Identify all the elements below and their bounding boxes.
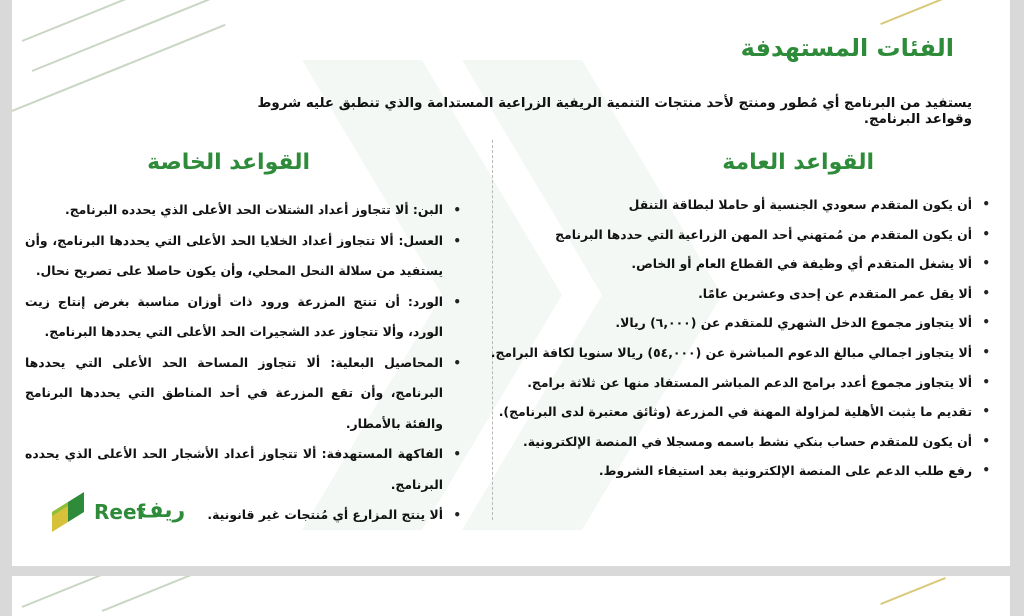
decor-line <box>22 0 143 42</box>
list-item: • ألا ينتج المزارع أي مُنتجات غير قانونية. <box>25 500 465 531</box>
next-page-edge <box>12 576 1010 616</box>
list-item: • تقديم ما يثبت الأهلية لمزاولة المهنة في المزرعة (وثائق معتبرة لدى البرنامج). <box>489 397 994 427</box>
special-rules-heading: القواعد الخاصة <box>147 150 310 175</box>
logo-text-ar: ريف <box>138 498 186 523</box>
page-title: الفئات المستهدفة <box>740 34 954 62</box>
list-item: • رفع طلب الدعم على المنصة الإلكترونية بعد استيفاء الشروط. <box>489 456 994 486</box>
list-item: • أن يكون للمتقدم حساب بنكي نشط باسمه ومسجلا في المنصة الإلكترونية. <box>489 427 994 457</box>
list-item: • الفاكهة المستهدفة: ألا تتجاوز أعداد الأشجار الحد الأعلى الذي يحدده البرنامج. <box>25 439 465 500</box>
list-item: • أن يكون المتقدم سعودي الجنسية أو حاملا لبطاقة التنقل <box>489 190 994 220</box>
intro-paragraph: يستفيد من البرنامج أي مُطور ومنتج لأحد منتجات التنمية الريفية الزراعية المستدامة والذي تنطبق عليه شروط وقواعد البرنامج. <box>257 96 972 127</box>
reef-logo <box>50 488 200 538</box>
list-item: • ألا يتجاوز اجمالي مبالغ الدعوم المباشرة عن (٥٤,٠٠٠) ريالا سنويا لكافة البرامج. <box>489 338 994 368</box>
document-page <box>12 0 1010 566</box>
list-item: • ألا يقل عمر المتقدم عن إحدى وعشرين عامًا. <box>489 279 994 309</box>
list-item: • أن يكون المتقدم من مُمتهني أحد المهن الزراعية التي حددها البرنامج <box>489 220 994 250</box>
general-rules-heading: القواعد العامة <box>722 150 874 175</box>
list-item: • البن: ألا تتجاوز أعداد الشتلات الحد الأعلى الذي يحدده البرنامج. <box>25 195 465 226</box>
decor-line <box>32 0 218 72</box>
decor-gold-line <box>880 0 946 25</box>
decor-gold-line <box>880 577 946 605</box>
logo-text-en: Reef <box>94 500 146 524</box>
list-item: • ألا يتجاوز مجموع أعدد برامج الدعم المباشر المستفاد منها عن ثلاثة برامج. <box>489 368 994 398</box>
list-item: • العسل: ألا تتجاوز أعداد الخلايا الحد الأعلى التي يحددها البرنامج، وأن يستفيد من سلالة النحل المحلي، وأن يكون حاصلا على تصريح نحال. <box>25 226 465 287</box>
special-rules-list <box>25 195 465 531</box>
decor-line <box>102 576 214 612</box>
list-item: • المحاصيل البعلية: ألا تتجاوز المساحة الحد الأعلى التي يحددها البرنامج، وأن تقع المزرعة في أحد المناطق التي يحددها البرنامج والفئة بالأمطار. <box>25 348 465 440</box>
list-item: • ألا يتجاوز مجموع الدخل الشهري للمتقدم عن (٦,٠٠٠) ريالا. <box>489 308 994 338</box>
list-item: • الورد: أن تنتج المزرعة ورود ذات أوزان مناسبة بغرض إنتاج زيت الورد، وألا تتجاوز عدد الشجيرات الحد الأعلى التي يحددها البرنامج. <box>25 287 465 348</box>
reef-leaf-icon <box>50 492 86 532</box>
list-item: • ألا يشغل المتقدم أي وظيفة في القطاع العام أو الخاص. <box>489 249 994 279</box>
general-rules-list <box>489 190 994 486</box>
decor-line <box>12 24 226 112</box>
